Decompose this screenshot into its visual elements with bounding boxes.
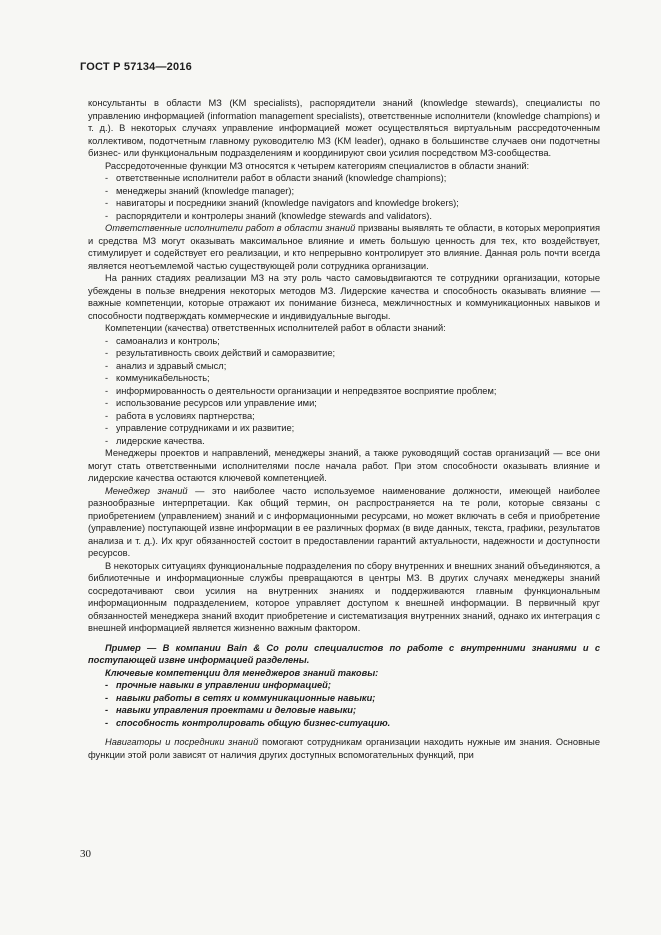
list-item: - распорядители и контролеры знаний (knowledge stewards and validators). (105, 210, 432, 221)
list-item: - менеджеры знаний (knowledge manager); (105, 185, 295, 196)
list-item: - использование ресурсов или управление ими; (105, 398, 317, 408)
paragraph-6: Менеджеры проектов и направлений, менеджеры знаний, а также руководящий состав организаций — все они могут стать ответственными исполнителями после начала работ. При этом способности оказывать влияние и лидерские качества остаются ключевой компетенцией. (88, 448, 600, 483)
paragraph-3: Ответственные исполнители работ в области знаний призваны выявлять те области, в которых мероприятия и средства МЗ могут оказывать максимальное влияние и иметь большую ценность для тех, кто воздействует, стимулирует и содействует его реализации, и кто непрерывно контролирует это влияние. Данная роль почти всегда является неотъемлемой частью существующей роли сотрудника организации. (88, 223, 600, 271)
list-item: - навигаторы и посредники знаний (knowledge navigators and knowledge brokers); (105, 198, 459, 208)
spacer (88, 729, 600, 736)
list-item: - ответственные исполнители работ в области знаний (knowledge champions); (105, 173, 447, 183)
paragraph-8: В некоторых ситуациях функциональные подразделения по сбору внутренних и внешних знаний объединяются, а библиотечные и информационные службы превращаются в центры МЗ. В других случаях менеджеры знаний сосредотачивают свои усилия на внутренних знаниях и поддерживаются главным функциональным информационным подразделением, которое управляет доступом к внешней информации. В первичный круг обязанностей менеджера знаний входит приобретение и систематизация внутренних знаний, однако их интеграция с внешней информацией является жизненно важным фактором. (88, 560, 600, 633)
paragraph-2: Рассредоточенные функции МЗ относятся к четырем категориям специалистов в области знаний: (105, 160, 530, 171)
list-item: - способность контролировать общую бизнес-ситуацию. (105, 717, 391, 728)
page-number: 30 (80, 848, 91, 860)
document-header: ГОСТ Р 57134—2016 (80, 61, 192, 73)
list-manager-competencies (88, 679, 600, 729)
list-item: - анализ и здравый смысл; (105, 360, 227, 371)
list-item: - управление сотрудниками и их развитие; (105, 423, 295, 433)
paragraph-7: Менеджер знаний — это наиболее часто используемое наименование должности, имеющей наиболее разнообразные интерпретации. Как общий термин, он распространяется на те роли, которые связаны с приобретением (управлением) знаний и с информационными ресурсами, но может включать в себя и приобретение (управление) поступающей извне информации в ее различных формах (в виде данных, текста, графики, результатов анализа и т. д.). Их круг обязанностей состоит в предоставлении гарантий актуальности, надежности и доступности ресурсов. (88, 485, 601, 558)
list-item: - результативность своих действий и саморазвитие; (105, 348, 336, 358)
list-item: - коммуникабельность; (105, 373, 210, 383)
paragraph-4: На ранних стадиях реализации МЗ на эту роль часто самовыдвигаются те сотрудники организации, которые убеждены в пользе внедрения некоторых методов МЗ. Лидерские качества и способность оказывать влияние — важные компетенции, которые отражают их понимание бизнеса, межличностных и коммуникационных навыков и способности подтверждать коммерческие и индивидуальные выгоды. (88, 273, 600, 321)
paragraph-5: Компетенции (качества) ответственных исполнителей работ в области знаний: (105, 323, 446, 333)
list-item: - прочные навыки в управлении информацией; (105, 680, 331, 690)
example-note: Пример — В компании Bain & Co роли специалистов по работе с внутренними знаниями и с поступающей извне информацией разделены. (88, 642, 600, 665)
list-competencies (88, 335, 600, 448)
spacer (88, 635, 600, 642)
list-item: - работа в условиях партнерства; (105, 410, 255, 421)
page-body (88, 97, 600, 761)
paragraph-1: консультанты в области МЗ (KM specialists), распорядители знаний (knowledge stewards), специалисты по управлению информацией (information management specialists), ответственные исполнители (knowledge champions) и т. д.). В некоторых случаях управление информацией может осуществляться виртуальным рассредоточенным коллективом, подотчетным главному руководителю МЗ (KM leader), однако в большинстве случаев они подотчетны бизнес- или функциональным подразделениям и координируют свои усилия посредством МЗ-сообщества. (88, 98, 600, 158)
example-competencies-title: Ключевые компетенции для менеджеров знаний таковы: (105, 667, 379, 678)
list-categories (88, 172, 600, 222)
paragraph-9: Навигаторы и посредники знаний помогают сотрудникам организации находить нужные им знания. Основные функции этой роли зависят от наличия других доступных вспомогательных функций, при (88, 737, 600, 760)
list-item: - информированность о деятельности организации и непредвзятое восприятие проблем; (105, 385, 497, 396)
list-item: - самоанализ и контроль; (105, 335, 220, 346)
list-item: - навыки управления проектами и деловые навыки; (105, 705, 357, 715)
list-item: - навыки работы в сетях и коммуникационные навыки; (105, 692, 376, 703)
list-item: - лидерские качества. (105, 435, 205, 446)
